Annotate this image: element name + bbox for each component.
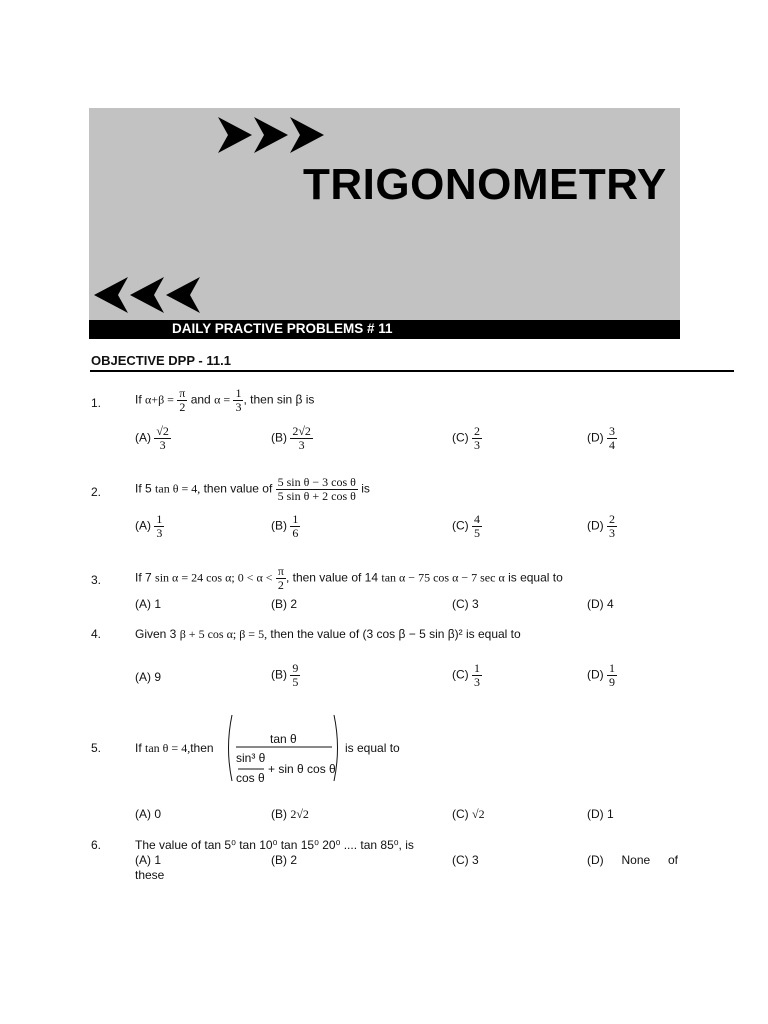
q1-option-c: (C) $\frac{2}{3}$: [452, 424, 481, 452]
q2-option-c: (C) $\frac{4}{5}$: [452, 512, 481, 540]
q1-option-d: (D) $\frac{3}{4}$: [587, 424, 616, 452]
divider: [90, 370, 734, 372]
q6-number: 6.: [91, 838, 102, 852]
q5-option-c: (C) √2: [452, 807, 485, 821]
q1-question: If α+β = $\frac{\pi}{2}$ and α = $\frac{1}{3}$ , then sin β is: [135, 386, 315, 414]
q5-option-d: (D) 1: [587, 807, 614, 821]
q5-option-a: (A) 0: [135, 807, 162, 821]
q1-option-b: (B) $\frac{2√2}{3}$: [271, 424, 311, 452]
q2-option-a: (A) $\frac{1}{3}$: [135, 512, 163, 540]
page-title: TRIGONOMETRY: [303, 160, 667, 209]
q6-option-d-continued: these: [135, 868, 165, 882]
q2-option-d: (D) $\frac{2}{3}$: [587, 512, 616, 540]
q2-option-b: (B) $\frac{1}{6}$: [271, 512, 299, 540]
q4-option-b: (B) $\frac{9}{5}$: [271, 661, 299, 689]
q3-option-b: (B) 2: [271, 597, 298, 611]
q6-option-d: (D) None of: [587, 853, 678, 867]
dpp-label: DAILY PRACTIVE PROBLEMS # 11: [172, 321, 393, 336]
q2-number: 2.: [91, 485, 102, 499]
q5-number: 5.: [91, 741, 102, 755]
q5-option-b: (B) 2√2: [271, 807, 309, 821]
q4-number: 4.: [91, 627, 102, 641]
q5-sin-cubed: sin³ θ: [236, 751, 266, 765]
q3-option-c: (C) 3: [452, 597, 479, 611]
q5-prefix: If tan θ = 4,then: [135, 741, 214, 755]
q1-option-a: (A) $\frac{√2}{3}$: [135, 424, 169, 452]
q3-option-d: (D) 4: [587, 597, 614, 611]
q5-tail: is equal to: [345, 741, 400, 755]
q5-inner-numerator: tan θ: [270, 732, 297, 746]
q4-question: Given 3 β + 5 cos α; β = 5, then the value of (3 cos β − 5 sin β)² is equal to: [135, 627, 521, 641]
q3-number: 3.: [91, 573, 102, 587]
q4-option-a: (A) 9: [135, 670, 162, 684]
arrows-left-icon: [92, 275, 202, 315]
q6-option-a: (A) 1: [135, 853, 162, 867]
q6-option-b: (B) 2: [271, 853, 298, 867]
q2-question: If 5 tan θ = 4, then value of $\frac{\text{5 sin θ − 3 cos θ}}{\text{5 sin θ + 2 cos θ}}$ is: [135, 475, 370, 503]
q6-question: The value of tan 5⁰ tan 10⁰ tan 15⁰ 20⁰ .... tan 85⁰, is: [135, 838, 414, 852]
q5-cos: cos θ: [236, 771, 265, 785]
q4-option-d: (D) $\frac{1}{9}$: [587, 661, 616, 689]
q3-question: If 7 sin α = 24 cos α; 0 < α < $\frac{\pi}{2}$ , then value of 14 tan α − 75 cos α − 7 sec α is equal to: [135, 564, 563, 592]
objective-heading: OBJECTIVE DPP - 11.1: [91, 353, 231, 368]
q1-number: 1.: [91, 396, 102, 410]
q6-option-c: (C) 3: [452, 853, 479, 867]
q4-option-c: (C) $\frac{1}{3}$: [452, 661, 481, 689]
q3-option-a: (A) 1: [135, 597, 162, 611]
q5-plus-term: + sin θ cos θ: [268, 762, 336, 776]
arrows-right-icon: [216, 115, 326, 155]
